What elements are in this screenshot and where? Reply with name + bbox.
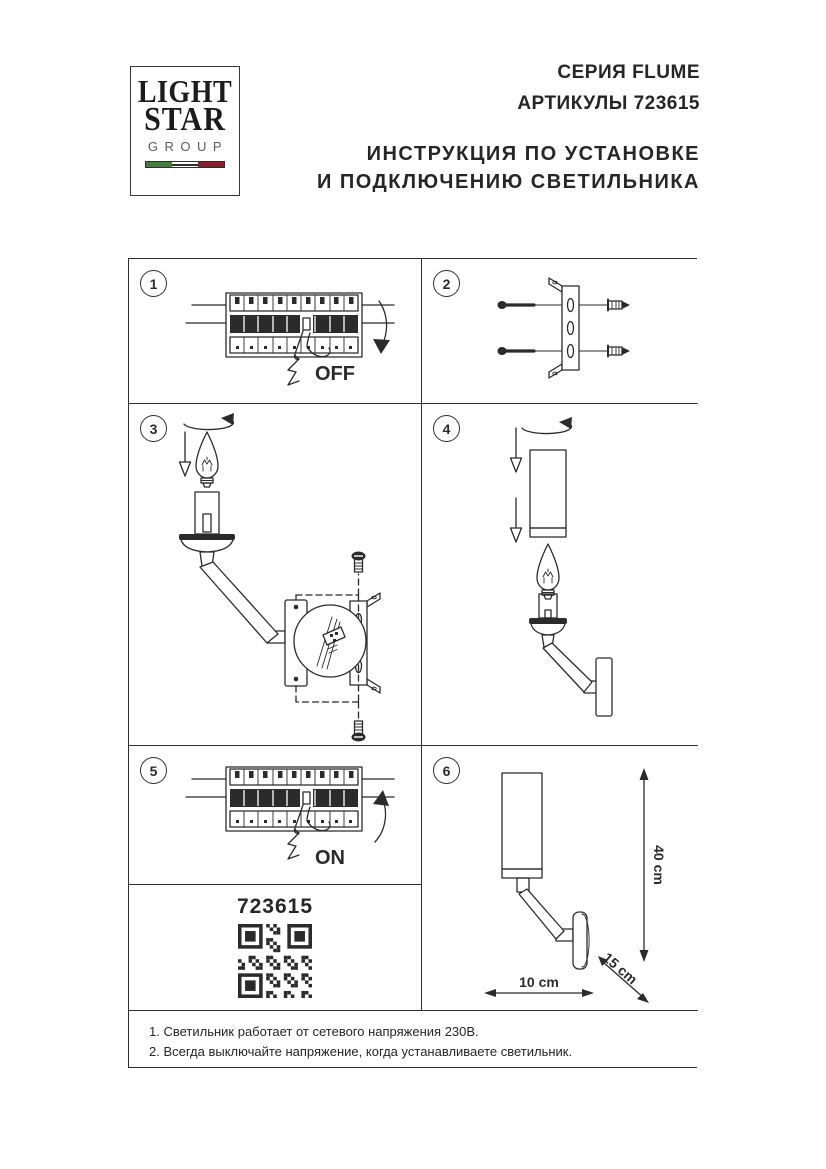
step-number-badge: 5 <box>140 757 167 784</box>
lamp-socket-icon <box>529 594 567 647</box>
step-number-badge: 4 <box>433 415 460 442</box>
rotation-arrow-icon <box>184 413 234 430</box>
steps-grid <box>128 258 697 1068</box>
footer-notes <box>129 1011 698 1067</box>
dimension-arrow-10cm <box>484 974 594 997</box>
series-title: СЕРИЯ FLUME <box>557 62 700 83</box>
instruction-title <box>317 140 700 196</box>
breaker-off-illustration <box>129 259 420 402</box>
lamp-arm-icon <box>543 643 598 693</box>
candle-bulb-icon <box>537 544 559 599</box>
instruction-title-line1: ИНСТРУКЦИЯ ПО УСТАНОВКЕ <box>366 143 700 165</box>
articles-title: АРТИКУЛЫ 723615 <box>517 93 700 114</box>
dim-height-label: 40 cm <box>651 845 667 885</box>
italian-flag-stripe <box>145 161 225 168</box>
step-number-badge: 2 <box>433 270 460 297</box>
curved-arrow-up-icon <box>373 790 389 842</box>
cylinder-shade-icon <box>530 450 566 537</box>
qr-code <box>238 924 312 998</box>
lightstar-logo <box>130 66 240 196</box>
shade-installation-illustration <box>422 404 696 744</box>
flag-red-segment <box>198 162 224 167</box>
mounting-bracket-icon <box>549 278 579 378</box>
lamp-socket-icon <box>179 492 235 566</box>
dimensions-illustration <box>422 746 696 1009</box>
logo-word-star: STAR <box>144 101 226 138</box>
wall-anchor-icon <box>608 300 630 311</box>
down-arrow-icon <box>511 428 522 472</box>
flag-white-segment <box>172 162 198 167</box>
down-arrow-icon <box>511 498 522 542</box>
machine-screw-icon <box>352 552 366 573</box>
step-number-badge: 6 <box>433 757 460 784</box>
flag-green-segment <box>146 162 172 167</box>
bracket-mounting-illustration <box>422 259 696 402</box>
down-arrow-icon <box>180 432 191 476</box>
wall-anchor-icon <box>608 346 630 357</box>
dim-width-label: 10 cm <box>519 974 559 990</box>
lamp-assembly-illustration <box>129 404 420 744</box>
breaker-on-illustration <box>129 746 420 883</box>
footer-note-1: 1. Светильник работает от сетевого напряжения 230В. <box>149 1024 479 1039</box>
step-number-badge: 1 <box>140 270 167 297</box>
screw-icon <box>498 301 535 309</box>
panel-step-6 <box>422 746 698 1011</box>
circuit-breaker-icon <box>186 293 394 357</box>
logo-word-group: GROUP <box>147 139 229 154</box>
dimension-arrow-40cm <box>640 768 668 962</box>
dim-depth-label: 15 cm <box>600 949 641 988</box>
panel-article-qr <box>129 885 422 1011</box>
article-number: 723615 <box>236 895 314 918</box>
candle-bulb-icon <box>196 432 218 487</box>
instruction-title-line2: И ПОДКЛЮЧЕНИЮ СВЕТИЛЬНИКА <box>316 171 700 193</box>
dimension-arrow-15cm <box>598 949 649 1003</box>
screw-icon <box>498 347 535 355</box>
off-label: OFF <box>315 363 355 385</box>
machine-screw-icon <box>352 721 366 742</box>
panel-step-5 <box>129 746 422 885</box>
wiring-detail-magnifier-icon <box>294 605 366 677</box>
header-text <box>317 62 700 196</box>
curved-arrow-down-icon <box>373 301 390 354</box>
panel-step-1 <box>129 259 422 404</box>
panel-step-3 <box>129 404 422 746</box>
panel-step-2 <box>422 259 698 404</box>
rotation-arrow-icon <box>522 417 572 434</box>
panel-step-4 <box>422 404 698 746</box>
wall-plate-icon <box>596 658 612 716</box>
circuit-breaker-icon <box>186 767 394 831</box>
logo-word-light: LIGHT <box>137 75 233 110</box>
assembled-sconce-icon <box>502 773 589 969</box>
step-number-badge: 3 <box>140 415 167 442</box>
lamp-arm-icon <box>200 562 285 643</box>
on-label: ON <box>315 847 345 869</box>
footer-note-2: 2. Всегда выключайте напряжение, когда устанавливаете светильник. <box>149 1044 573 1059</box>
